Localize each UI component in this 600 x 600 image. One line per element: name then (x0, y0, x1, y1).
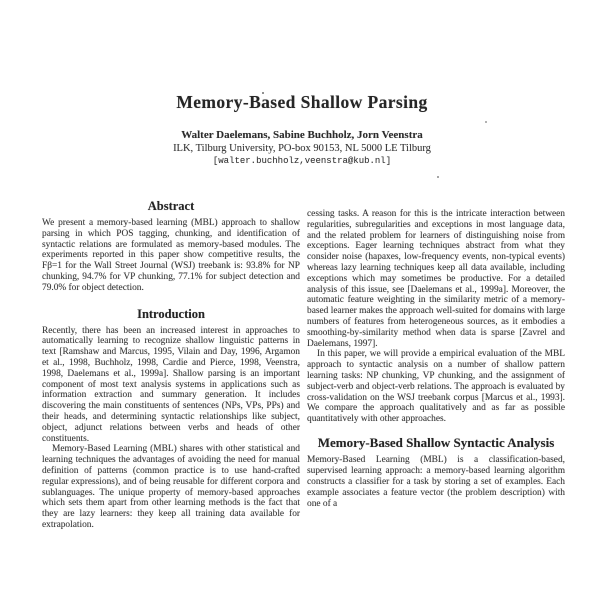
paper-header (40, 92, 564, 166)
paper-title: Memory-Based Shallow Parsing (176, 92, 428, 112)
paper-affiliation: ILK, Tilburg University, PO-box 90153, NL 5000 LE Tilburg (173, 143, 431, 154)
scan-speck (437, 176, 439, 178)
right-column (307, 209, 565, 509)
body-paragraph: In this paper, we will provide a empirical evaluation of the MBL approach to syntactic analysis on a number of shallow pattern learning tasks: NP chunking, VP chunking, and the assignment of subject-verb and object-verb relations. The approach is evaluated by cross-validation on the WSJ treebank corpus [Marcus et al., 1993]. We compare the approach qualitatively and as far as possible quantitatively with other approaches. (307, 349, 565, 425)
introduction-heading: Introduction (137, 306, 205, 321)
abstract-paragraph: We present a memory-based learning (MBL) approach to shallow parsing in which POS tagging, chunking, and identification of syntactic relations are formulated as memory-based modules. The experiments reported in this paper show competitive results, the Fβ=1 for the Wall Street Journal (WSJ) treebank is: 93.8% for NP chunking, 94.7% for VP chunking, 77.1% for subject detection and 79.0% for object detection. (42, 218, 300, 293)
continuation-paragraph: cessing tasks. A reason for this is the intricate interaction between regularities, subregularities and exceptions in most language data, and the related problem for learners of distinguishing noise from exceptions. Eager learning techniques abstract from what they consider noise (hapaxes, low-frequency events, non-typical events) whereas lazy learning techniques keep all data available, including exceptions which may sometimes be productive. For a detailed analysis of this issue, see [Daelemans et al., 1999a]. Moreover, the automatic feature weighting in the similarity metric of a memory-based learner makes the approach well-suited for domains with large numbers of features from heterogeneous sources, as it embodies a smoothing-by-similarity method when data is sparse [Zavrel and Daelemans, 1997]. (307, 209, 565, 349)
left-column (42, 199, 300, 531)
introduction-paragraph-2: Memory-Based Learning (MBL) shares with other statistical and learning techniques the advantages of avoiding the need for manual definition of patterns (common practice is to use hand-crafted regular expressions), and of being reusable for different corpora and sublanguages. The unique property of memory-based approaches which sets them apart from other learning methods is the fact that they are lazy learners: they keep all training data available for extrapolation. (42, 444, 300, 530)
section-heading-mbsa: Memory-Based Shallow Syntactic Analysis (317, 434, 555, 450)
section-paragraph: Memory-Based Learning (MBL) is a classification-based, supervised learning approach: a memory-based learning algorithm constructs a classifier for a task by storing a set of examples. Each example associates a feature vector (the problem description) with one of a (307, 455, 565, 509)
introduction-paragraph-1: Recently, there has been an increased interest in approaches to automatically learning to recognize shallow linguistic patterns in text [Ramshaw and Marcus, 1995, Vilain and Day, 1996, Argamon et al., 1998, Buchholz, 1998, Cardie and Pierce, 1998, Veenstra, 1998, Daelemans et al., 1999a]. Shallow parsing is an important component of most text analysis systems in applications such as information extraction and summary generation. It includes discovering the main constituents of sentences (NPs, VPs, PPs) and their heads, and determining syntactic relationships like subject, object, adjunct relations between verbs and heads of other constituents. (42, 325, 300, 444)
paper-authors: Walter Daelemans, Sabine Buchholz, Jorn Veenstra (181, 129, 423, 141)
paper-email: [walter.buchholz,veenstra@kub.nl] (212, 156, 392, 166)
abstract-heading: Abstract (147, 199, 195, 213)
